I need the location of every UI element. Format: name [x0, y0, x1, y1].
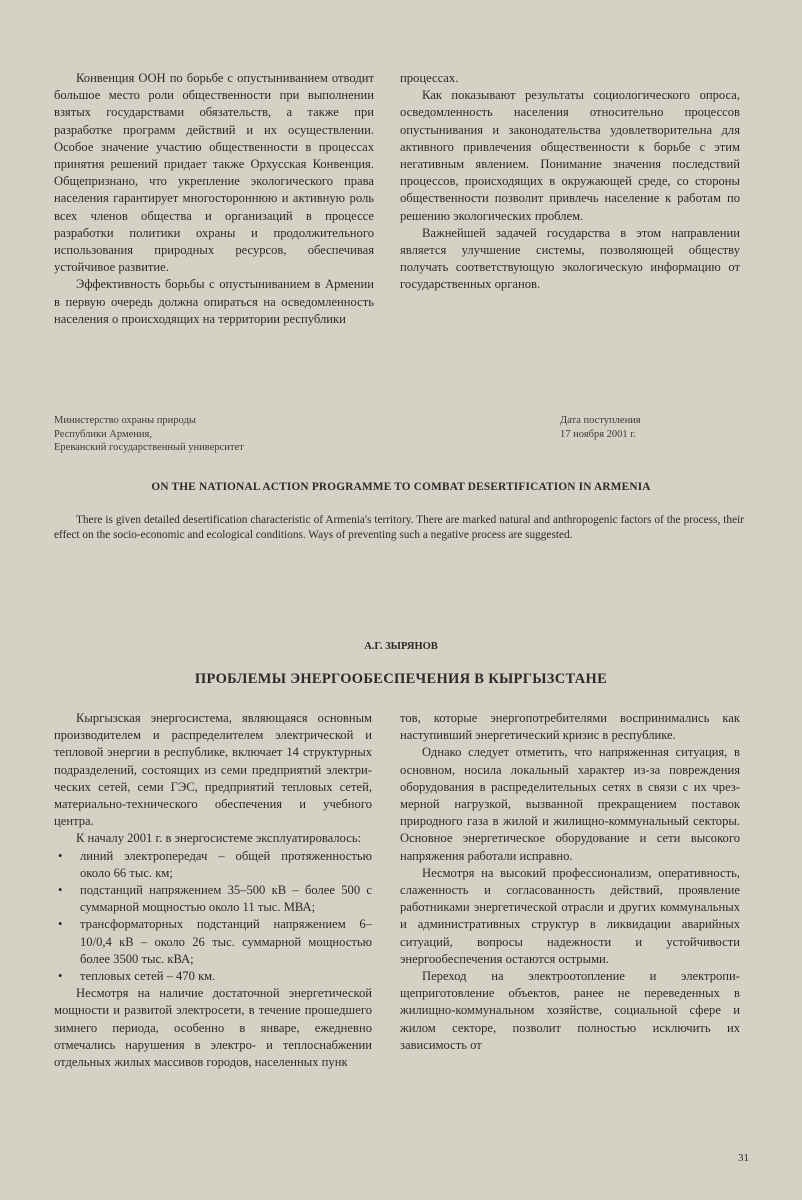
article-column-right: [400, 710, 740, 1054]
article-title: ПРОБЛЕМЫ ЭНЕРГООБЕСПЕЧЕНИЯ В КЫРГЫЗСТАНЕ: [194, 671, 608, 687]
top-article-column-right: [400, 70, 740, 294]
list-item: • линий электропередач – общей протяженностью около 66 тыс. км;: [54, 848, 372, 882]
paragraph-continuation: процессах.: [400, 71, 459, 85]
list-item: • подстанций напряжением 35–500 кВ – более 500 с суммарной мощностью около 11 тыс. МВА;: [54, 882, 372, 916]
paragraph: Несмотря на высокий профессионализм, оперативность, слаженность и согласованность действий, проявление работниками энергетической отрасли и других коммунальных и административных структур в ликвидации аварийных ситуаций, вопросы надежности и устойчивости энергообеспечения остаются острыми.: [400, 865, 740, 966]
affiliation-line: Республики Армения,: [54, 428, 152, 440]
paragraph: Конвенция ООН по борьбе с опустыниванием отводит большое место роли общественности при выполнении взятых государствами обязательств, а также при разработке программ действий и их осуществлении. Особое значение участию общественности в процессах принятия решений придает также Орхусская Конвенция. Общепризнано, что укрепление экологического права населения гарантирует многостороннюю и активную роль всех членов общества и организаций в процессе разработки политики охраны и продолжительного использования природных ресурсов, обеспечивая устойчивое развитие.: [54, 71, 374, 275]
paragraph: Переход на электроотопление и электропищеприготовление объектов, ранее не переведенных в жилищно-коммунальном хозяйстве, социальной сфере и жилом секторе, позволит полностью исключить их зависимость от: [400, 969, 740, 1052]
paragraph: Важнейшей задачей государства в этом направлении является улучшение системы, позволяющей обществу получать соответствующую экологическую информацию от государственных органов.: [400, 225, 740, 292]
paragraph: Эффективность борьбы с опустыниванием в Армении в первую очередь должна опираться на осведомленность населения о происходящих на территории республики: [54, 277, 374, 326]
paragraph-continuation: тов, которые энергопотребителями воспринимались как наступивший энергетический кризис в республике.: [400, 711, 740, 743]
english-abstract: There is given detailed desertification characteristic of Armenia's territory. There are marked natural and anthropogenic factors of the process, their effect on the socio-economic and ecological conditions. Ways of preventing such a negative process are suggested.: [54, 514, 744, 541]
paragraph: Однако следует отметить, что напряженная ситуация, в основном, носила локальный характер из-за повреждения оборудования в распределительных сетях в связи с их чрезмерной нагрузкой, вызванной прекращением поставок природного газа в жилой и жилищно-коммунальный секторы. Основное энергетическое оборудование и сети высокого напряжения работали исправно.: [400, 745, 740, 863]
paragraph: Кыргызская энергосистема, являющаяся основным производителем и распределителем электрической и тепловой энергии в республике, включает 14 структурных подразделений, состоящих из семи предприятий электрических сетей, семи ГЭС, предприятий тепловых сетей, материально-технического обеспечения и учебного центра.: [54, 711, 372, 829]
article-author: А.Г. ЗЫРЯНОВ: [364, 641, 438, 652]
page-number: 31: [738, 1152, 749, 1164]
received-value: 17 ноября 2001 г.: [560, 428, 637, 440]
received-date: [560, 414, 700, 441]
top-article-column-left: [54, 70, 374, 328]
author-affiliation: [54, 414, 354, 455]
received-label: Дата поступления: [560, 415, 641, 426]
affiliation-line: Ереванский государственный университет: [54, 442, 244, 453]
list-item: • трансформаторных подстанций напряжением 6–10/0,4 кВ – около 26 тыс. суммарной мощностью более 3500 тыс. кВА;: [54, 916, 372, 968]
paragraph: Как показывают результаты социологического опроса, осведомленность населения относительно процессов опустынивания и законодательства удовлетворительна для активного привлечения общественности к борьбе с этим негативным явлением. Понимание значения последствий процессов, происходящих в окружающей среде, со стороны общественности позволит привлечь население к работам по решению экологических проблем.: [400, 88, 740, 223]
english-title: ON THE NATIONAL ACTION PROGRAMME TO COMBAT DESERTIFICATION IN ARMENIA: [151, 481, 651, 493]
article-column-left: [54, 710, 372, 1071]
affiliation-line: Министерство охраны природы: [54, 415, 196, 426]
bullet-list: [54, 848, 372, 986]
list-item: • тепловых сетей – 470 км.: [54, 968, 372, 985]
paragraph: К началу 2001 г. в энергосистеме эксплуатировалось:: [76, 831, 362, 846]
paragraph: Несмотря на наличие достаточной энергетической мощности и развитой электросети, в течение прошедшего зимнего периода, особенно в январе, ежедневно отмечались нарушения в электро- и теплоснабжении отдельных жилых массивов городов, населенных пунк: [54, 986, 372, 1070]
